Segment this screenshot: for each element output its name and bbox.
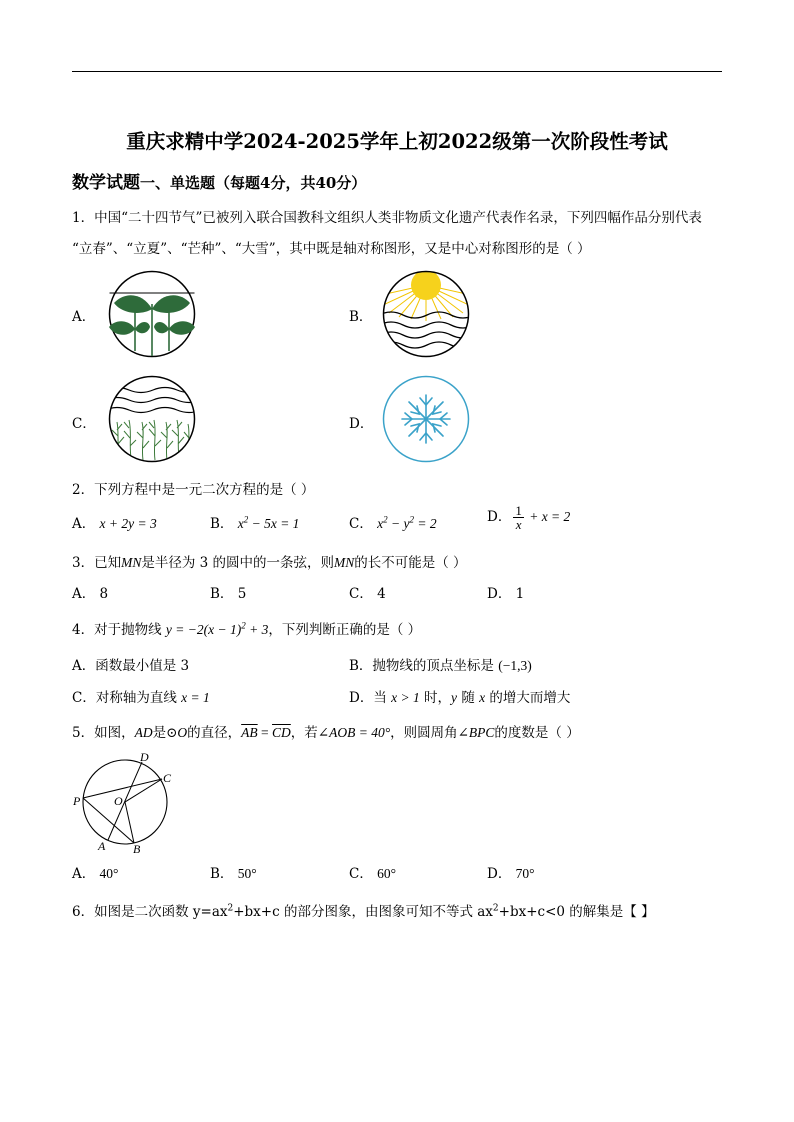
q5-circle-figure [70, 746, 180, 856]
point-o-label: O [114, 794, 123, 808]
point-a-label: A [98, 839, 106, 853]
q5-option-d: D． 70° [487, 866, 535, 882]
q2-option-b-formula: $x^2 - 5x = 1$ [237, 514, 300, 531]
section-heading: 一、单选题（每题4分，共40分） [140, 174, 367, 192]
q4-parabola-formula: $y = -2(x - 1)^2 + 3$ [165, 620, 269, 637]
q2-option-a-formula: x + 2y = 3 [99, 516, 157, 531]
exam-title: 重庆求精中学2024-2025学年上初2022级第一次阶段性考试 [126, 130, 668, 153]
subject-label: 数学试题 [72, 173, 140, 193]
fraction: $\frac{1}{x}$ [515, 503, 522, 532]
q1-stem-line2: “立春”、“立夏”、“芒种”、“大雪”，其中既是轴对称图形，又是中心对称图形的是（ ） [72, 241, 591, 257]
q2-option-c-formula: $x^2 - y^2 = 2$ [377, 514, 437, 531]
snowflake-icon [379, 374, 473, 464]
q4-option-a: A．函数最小值是 3 [72, 658, 190, 674]
q2-option-b [210, 512, 299, 532]
q5-option-c: C． 60° [349, 866, 397, 882]
q2-option-d-label: D． [487, 509, 512, 525]
q4-stem: 4．对于抛物线 $y = -2(x - 1)^2 + 3$，下列判断正确的是（ ） [72, 620, 422, 638]
q2-option-d: D． $\frac{1}{x}$ + x = 2 [487, 503, 571, 532]
q2-option-b-label: B． [210, 516, 234, 532]
q1-stem-line1: 1．中国“二十四节气”已被列入联合国教科文组织人类非物质文化遗产代表作名录，下列四幅作品分别代表 [72, 210, 702, 226]
sun-waves-icon [379, 269, 473, 359]
q6-stem: 6．如图是二次函数 $y=ax^2+bx+c$ 的部分图象，由图象可知不等式 $ax^2+bx+c<0$ 的解集是【 】 [72, 903, 655, 920]
q3-option-a: A． 8 [72, 586, 109, 602]
arc-cd: $\overline{CD}$ [272, 725, 291, 740]
q1-option-d-label: D． [349, 416, 374, 432]
q3-option-b: B． 5 [210, 586, 247, 602]
q4-option-d: D．当 x > 1 时，y 随 x 的增大而增大 [349, 690, 571, 706]
q2-stem: 2．下列方程中是一元二次方程的是（ ） [72, 482, 315, 498]
exam-subtitle [72, 168, 366, 193]
point-c-label: C [163, 771, 172, 785]
q5-stem: 5．如图，AD是⊙O的直径，$\overline{AB} = \overline{CD}$，若∠AOB = 40°，则圆周角∠BPC的度数是（ ） [72, 725, 580, 741]
q1-option-c-label: C． [72, 416, 96, 432]
q2-option-c-label: C． [349, 516, 373, 532]
q4-option-c: C．对称轴为直线 x = 1 [72, 690, 210, 706]
q3-option-d: D． 1 [487, 586, 525, 602]
header-rule [72, 71, 722, 72]
point-d-label: D [140, 750, 149, 764]
q4-option-b: B．抛物线的顶点坐标是 (−1,3) [349, 658, 532, 674]
q5-option-a: A． 40° [72, 866, 119, 882]
grain-field-icon [105, 374, 199, 464]
point-b-label: B [133, 842, 141, 856]
point-p-label: P [73, 794, 81, 808]
q1-option-b-label: B． [349, 309, 373, 325]
q1-option-a-label: A． [72, 309, 96, 325]
q2-option-a [72, 512, 157, 532]
arc-ab: $\overline{AB}$ [241, 725, 258, 740]
q5-option-b: B． 50° [210, 866, 257, 882]
q2-option-c [349, 512, 437, 532]
sprout-icon [105, 269, 199, 359]
q3-option-c: C． 4 [349, 586, 386, 602]
q3-stem: 3．已知MN是半径为 3 的圆中的一条弦，则MN的长不可能是（ ） [72, 555, 467, 571]
q2-option-a-label: A． [72, 516, 96, 532]
